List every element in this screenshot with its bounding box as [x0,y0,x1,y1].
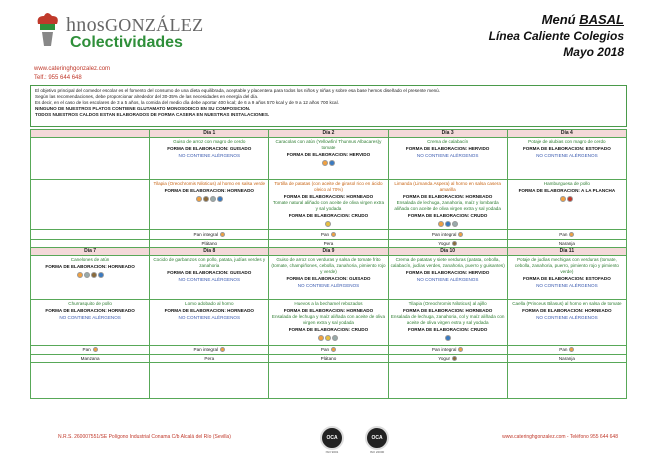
dish-name: Potaje de judías mechigas con verduras (tomate, cebolla, zanahoria, puerro, pimiento rojo y pimiento verde) [514,257,619,274]
brand-subtitle: Colectividades [70,34,183,51]
week2-bread-row [31,346,627,355]
gluten-icon [220,232,225,237]
menu-cell [269,300,388,346]
menu-cell [388,256,507,300]
intro-line-4: NINGUNO DE NUESTROS PLATOS CONTIENE GLUTAMATO MONOSODICO EN SU COMPOSICION. [35,106,251,112]
side-dish: Tomate natural aliñado con aceite de oliva virgen extra y sal yodada [272,199,385,211]
day-header: Día 3 [388,130,507,138]
mustard-icon [567,196,573,202]
allergen-note: NO CONTIENE ALÉRGENOS [178,314,241,320]
empty-cell [31,363,150,399]
dish-name: Guiso de arroz con verduras y salsa de tomate frito (tomate, champiñones, cebolla, zanahoria, pimiento rojo y verde) [271,257,386,274]
cooking-method: FORMA DE ELABORACION: HORNEADO [402,307,493,313]
bread-cell [507,346,626,355]
dish-name: Crema de calabacín [427,139,469,144]
certification-caption: ISO 9001 [325,450,339,454]
allergen-note: NO CONTIENE ALÉRGENOS [416,152,479,158]
cooking-method: FORMA DE ELABORACION: HORNEADO [522,307,612,313]
allergen-note: NO CONTIENE ALÉRGENOS [536,282,598,288]
day-header: Día 8 [150,248,269,256]
day-header: Día 7 [31,248,150,256]
bread-label: Pan [320,231,330,237]
day-header: Día 11 [507,248,626,256]
day-header: Día 4 [507,130,626,138]
bread-cell-empty [31,230,150,240]
fish-icon [445,221,451,227]
bread-cell [31,346,150,355]
day-header: Día 10 [388,248,507,256]
dessert-cell: Plátano [269,355,388,363]
dessert-label: Yogur [438,240,451,246]
intro-line-1: El objetivo principal del comedor escolar es el fomento del consumo de una dieta equilibrada, aceptable y placentera para todos los niños y niñas y sobre esa base hemos diseñado el presente menú. [35,88,441,93]
certification-badge: OCA [365,426,389,450]
menu-cell [150,256,269,300]
allergen-icons [391,335,505,341]
website-link[interactable]: www.cateringhgonzalez.com [34,66,111,72]
gluten-icon [331,347,336,352]
side-dish: Ensalada de lechuga, zanahoria, maíz y lombarda aliñada con aceite de oliva virgen extra y sal yodada [394,199,501,211]
gluten-icon [322,160,328,166]
bread-label: Pan [320,347,330,353]
cooking-method: FORMA DE ELABORACION: CRUDO [407,212,488,218]
bread-cell [269,230,388,240]
bread-label: Pan [559,231,568,237]
menu-cell [388,138,507,180]
menu-cell [31,300,150,346]
menu-cell [269,256,388,300]
empty-cell [150,363,269,399]
fish-icon [217,196,223,202]
allergen-icons [33,272,147,278]
day-header: Día 9 [269,248,388,256]
week2-dessert-row [31,355,627,363]
menu-cell [150,300,269,346]
dessert-cell: Pera [150,355,269,363]
gluten-icon [458,232,463,237]
footer-contact[interactable]: www.cateringhgonzalez.com - Teléfono 955 644 648 [502,434,618,440]
menu-cell [507,300,626,346]
milk-icon [84,272,90,278]
page-header [0,0,658,84]
cooking-method: FORMA DE ELABORACION: GUISADO [167,145,252,151]
dish-name: Caella (Princeus Bilasus) al horno en salsa de tomate [512,301,622,306]
dessert-cell: Naranja [507,355,626,363]
gluten-icon [331,232,336,237]
allergen-icons [271,160,385,166]
menu-cell [388,180,507,230]
cooking-method: FORMA DE ELABORACION: HORNEADO [402,193,493,199]
cooking-method: FORMA DE ELABORACION: ESTOFADO [522,145,611,151]
page-footer [0,426,658,465]
allergen-icons [391,221,505,227]
day-header: Día 1 [150,130,269,138]
dessert-cell: Naranja [507,240,626,248]
fish-icon [98,272,104,278]
allergen-note: NO CONTIENE ALÉRGENOS [178,276,241,282]
cooking-method: FORMA DE ELABORACION: ESTOFADO [522,275,611,281]
gluten-icon [458,347,463,352]
dessert-cell [388,355,507,363]
gluten-icon [560,196,566,202]
bread-label: Pan [559,347,568,353]
milk-icon [210,196,216,202]
egg-icon [325,335,331,341]
dessert-cell [388,240,507,248]
menu-cell [388,300,507,346]
allergen-icons [271,221,385,227]
gluten-icon [569,347,574,352]
cooking-method: FORMA DE ELABORACION: HORNEADO [164,187,254,193]
allergen-note: NO CONTIENE ALÉRGENOS [297,282,360,288]
milk-icon [332,335,338,341]
week2-second-courses [31,300,627,346]
cooking-method: FORMA DE ELABORACION: HORNEADO [45,263,135,269]
day-header [31,130,150,138]
phone-number: Telf.: 955 644 648 [34,75,82,81]
certification-badge: OCA [320,426,344,450]
milk-icon [452,221,458,227]
dessert-label: Yogur [438,355,451,361]
menu-cell [150,180,269,230]
bread-label: Pan integral [431,231,457,237]
allergen-note: NO CONTIENE ALÉRGENOS [59,314,121,320]
allergen-note: NO CONTIENE ALÉRGENOS [536,152,598,158]
allergen-note: NO CONTIENE ALÉRGENOS [178,152,241,158]
cooking-method: FORMA DE ELABORACION: A LA PLANCHA [518,187,616,193]
menu-cell [507,180,626,230]
week1-dessert-row [31,240,627,248]
menu-cell [150,138,269,180]
gluten-icon [318,335,324,341]
company-logo [32,10,212,56]
cooking-method: FORMA DE ELABORACION: HERVIDO [405,269,490,275]
dish-name: Canelones de atún [70,257,110,262]
milk-icon [452,241,457,246]
dish-name: Tilapia (Oreochromis Niloticus) al ajillo [408,301,487,306]
side-dish: Ensalada de lechuga, zanahoria, col y maíz aliñada con aceite de oliva virgen extra y sal yodada [390,313,505,325]
bread-label: Pan integral [193,347,219,353]
dish-name: Limanda (Limanda Aspera) al horno en salsa casera amarilla [394,181,501,192]
gluten-icon [93,347,98,352]
egg-icon [325,221,331,227]
menu-title: Menú BASAL [541,12,624,27]
brand-name: hnosGONZÁLEZ [66,14,204,36]
dish-name: Hamburguesa de pollo [543,181,590,186]
week2-first-courses [31,256,627,300]
menu-cell-empty [31,180,150,230]
certification-caption: ISO 22000 [369,450,385,454]
bread-label: Pan integral [431,347,457,353]
bread-cell [388,346,507,355]
bread-cell [150,346,269,355]
allergen-icons [271,335,385,341]
dish-name: Churrasquito de pollo [68,301,112,306]
dish-name: Guiso de arroz con magro de cerdo [173,139,246,144]
menu-cell [269,180,388,230]
day-header: Día 2 [269,130,388,138]
dish-name: Huevos a la bechamel rebozados [294,301,363,306]
week1-first-courses [31,138,627,180]
fish-icon [329,160,335,166]
celery-icon [203,196,209,202]
cooking-method: FORMA DE ELABORACION: HORNEADO [283,193,374,199]
intro-line-3: Es decir, en el caso de los escolares de 3 a 5 años, la comida del medio día debe aportar 400 kcal; de 6 a 9 años 570 kcal y de 9 a 12 años 700 kcal. [35,100,339,106]
week1-bread-row [31,230,627,240]
menu-cell [507,256,626,300]
bread-cell [507,230,626,240]
menu-cell-empty [31,138,150,180]
dish-name: Caracolas con atún (Yellowfin/ Thunnus Albacares)y tomate [275,139,382,150]
empty-row [31,363,627,399]
chef-hat-icon [32,10,62,50]
bread-label: Pan integral [193,231,219,237]
gluten-icon [77,272,83,278]
cooking-method: FORMA DE ELABORACION: GUISADO [286,275,371,281]
menu-cell [31,256,150,300]
menu-month: Mayo 2018 [563,45,624,59]
dessert-cell-empty [31,240,150,248]
intro-line-5: TODOS NUESTROS CALDOS ESTAN ELABORADOS DE FORMA CASERA EN NUESTRAS INSTALACIONES. [35,112,270,118]
cooking-method: FORMA DE ELABORACION: HORNEADO [45,307,135,313]
bread-cell [269,346,388,355]
side-dish: Ensalada de lechuga y maíz aliñada con aceite de oliva virgen extra y sal yodada [271,313,386,325]
gluten-icon [220,347,225,352]
cooking-method: FORMA DE ELABORACION: HERVIDO [286,151,371,157]
gluten-icon [569,232,574,237]
allergen-note: NO CONTIENE ALÉRGENOS [536,314,598,320]
fish-icon [445,335,451,341]
bread-cell [150,230,269,240]
dish-name: Crema de patatas y siete verduras (patata, cebolla, calabacín, judías verdes, zanahoria, puerro y guisantes) [390,257,505,268]
cooking-method: FORMA DE ELABORACION: CRUDO [288,326,369,332]
cooking-method: FORMA DE ELABORACION: GUISADO [167,269,252,275]
menu-subtitle: Línea Caliente Colegios [488,29,624,43]
week1-second-courses [31,180,627,230]
cooking-method: FORMA DE ELABORACION: CRUDO [407,326,488,332]
milk-icon [452,356,457,361]
dish-name: Cocido de garbanzos con pollo, patata, judías verdes y zanahoria [153,257,266,268]
menu-cell [269,138,388,180]
allergen-icons [510,196,624,202]
week1-day-headers [31,130,627,138]
cooking-method: FORMA DE ELABORACION: HERVIDO [405,145,490,151]
dessert-cell: Pera [269,240,388,248]
menu-cell [507,138,626,180]
cooking-method: FORMA DE ELABORACION: HORNEADO [164,307,254,313]
gluten-icon [438,221,444,227]
menu-table [30,129,627,399]
dessert-cell: Manzana [31,355,150,363]
empty-cell [507,363,626,399]
dish-name: Lomo adobado al horno [185,301,234,306]
empty-cell [269,363,388,399]
bread-label: Pan [82,347,91,353]
footer-address: N.R.S. 260007551/SE Polígono Industrial Conama C/b Alcalá del Río (Sevilla) [58,434,231,440]
dish-name: Tilapia (Oreochromis Niloticus) al horno en salsa verde [153,181,266,186]
dish-name: Potaje de alubias con magro de cerdo [528,139,606,144]
celery-icon [91,272,97,278]
bread-cell [388,230,507,240]
dish-name: Tortilla de patatas (con aceite de girasol rico en ácido oleico al 70%) [274,181,383,192]
gluten-icon [196,196,202,202]
cooking-method: FORMA DE ELABORACION: CRUDO [288,212,369,218]
intro-line-2: Según las recomendaciones, debe proporcionar alrededor del 30-35% de las necesidades en energía del día. [35,94,259,100]
cooking-method: FORMA DE ELABORACION: HORNEADO [283,307,374,313]
empty-cell [388,363,507,399]
dessert-cell: Plátano [150,240,269,248]
allergen-icons [152,196,266,202]
week2-day-headers [31,248,627,256]
intro-box [30,85,627,127]
allergen-note: NO CONTIENE ALÉRGENOS [416,276,479,282]
menu-titles [489,12,624,59]
